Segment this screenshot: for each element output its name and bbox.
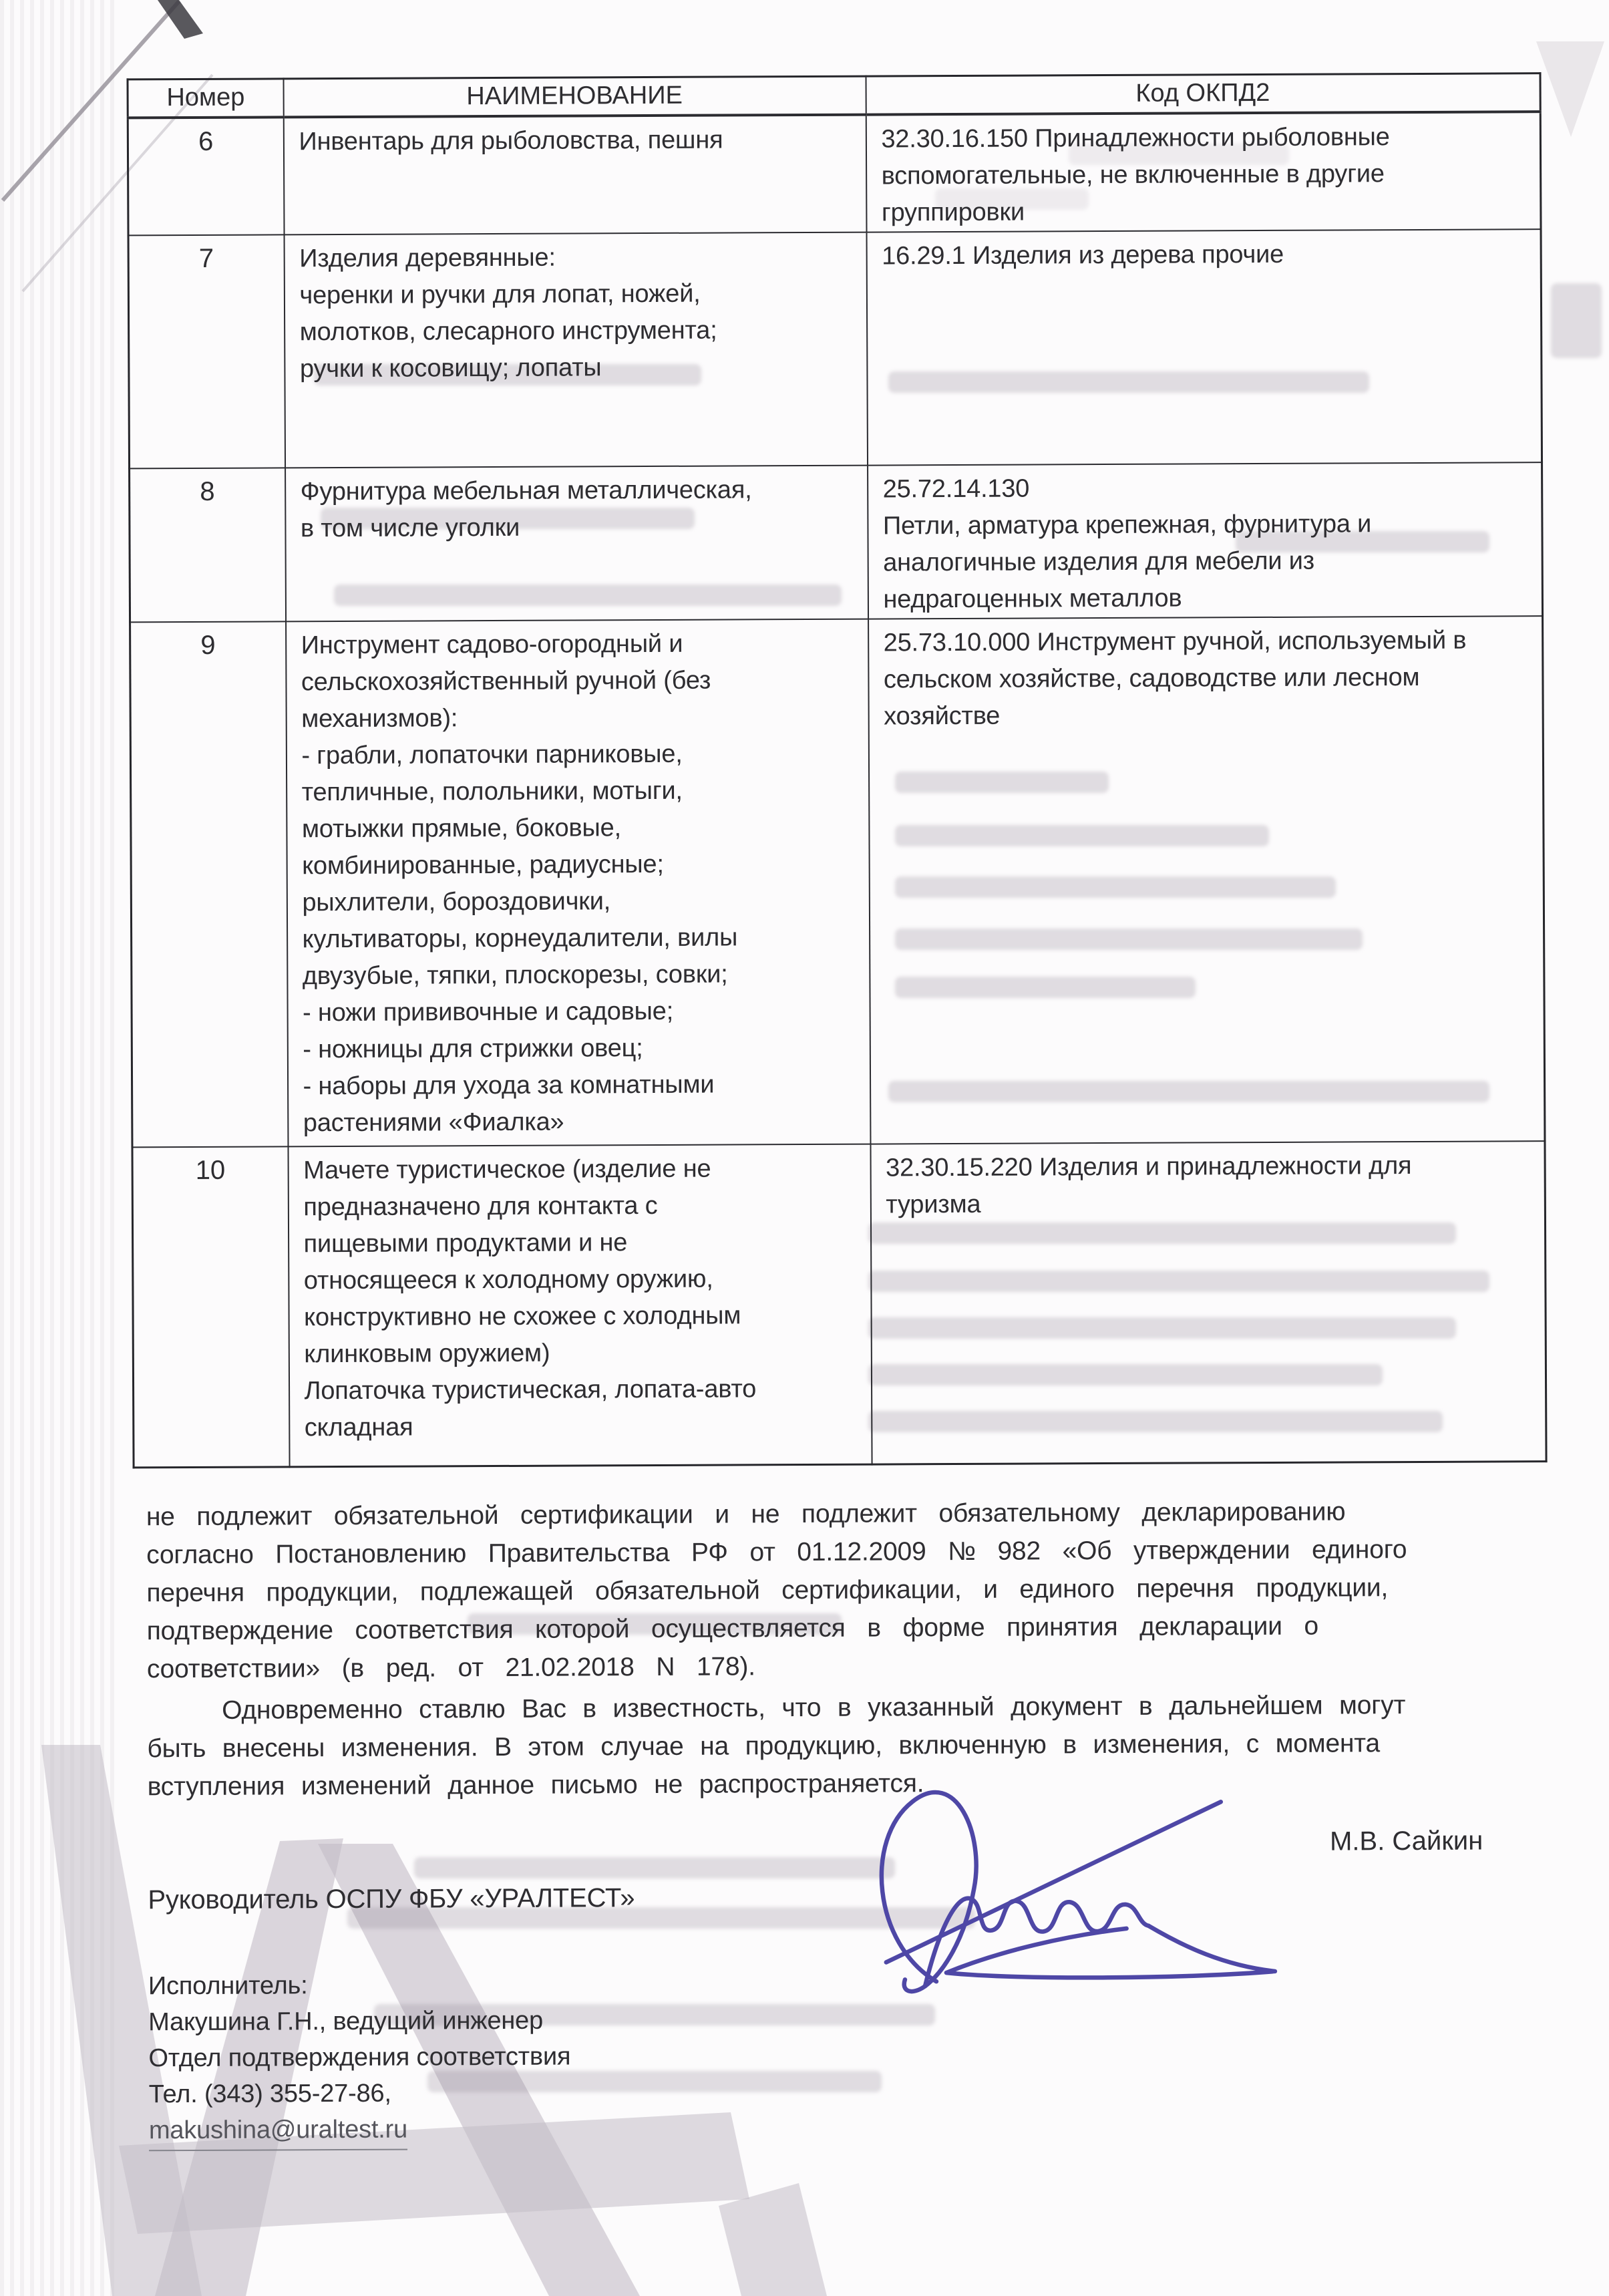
- column-header-okpd2-code: Код ОКПД2: [866, 73, 1540, 114]
- okpd2-code: 16.29.1 Изделия из дерева прочие: [866, 229, 1542, 465]
- executor-footer-block: [148, 1967, 571, 2152]
- handwritten-signature: [846, 1770, 1314, 1999]
- row-number: 7: [128, 234, 285, 468]
- table-row: [130, 462, 1543, 622]
- future-changes-paragraph: Одновременно ставлю Вас в известность, что в указанный документ в дальнейшем могут быть внесены изменения. В этом случае на продукцию, включенную в изменения, с момента вступления изменений данное письмо не распространяется.: [147, 1691, 1406, 1802]
- row-number: 10: [132, 1146, 289, 1468]
- column-header-name: НАИМЕНОВАНИЕ: [283, 76, 866, 117]
- certification-statement-paragraph: не подлежит обязательной сертификации и не подлежит обязательному декларированию согласно Постановлению Правительства РФ от 01.12.2009 № 982 «Об утверждении единого перечня продукции, подлежащей обязательной сертификации, и единого перечня продукции, подтверждение соответствия которой осуществляется в форме принятия декларации о соответствии» (в ред. от 21.02.2018 N 178).: [146, 1497, 1407, 1684]
- products-table: [127, 72, 1548, 1468]
- signature-big-loop: [881, 1792, 976, 1992]
- table-header-row: [128, 73, 1540, 118]
- column-header-number: Номер: [128, 79, 283, 118]
- signer-position-title: Руководитель ОСПУ ФБУ «УРАЛТЕСТ»: [148, 1883, 635, 1915]
- okpd2-code: 25.72.14.130 Петли, арматура крепежная, фурнитура и аналогичные изделия для мебели из недрагоценных металлов: [868, 462, 1543, 619]
- okpd2-code: 32.30.15.220 Изделия и принадлежности для туризма: [870, 1141, 1546, 1464]
- row-number: 8: [130, 468, 286, 622]
- phone-number: Тел. (343) 355-27-86,: [148, 2079, 391, 2109]
- table-row: [132, 1141, 1546, 1468]
- table-row: [128, 112, 1541, 235]
- product-name: Мачете туристическое (изделие не предназначено для контакта с пищевыми продуктами и не относящееся к холодному оружию, конструктивно не схожее с холодным клинковым оружием) Лопаточка туристическая, лопата-авто складная: [288, 1144, 872, 1467]
- product-name: Изделия деревянные: черенки и ручки для лопат, ножей, молотков, слесарного инструмента; ручки к косовищу; лопаты: [284, 232, 868, 468]
- row-number: 9: [130, 621, 288, 1147]
- okpd2-code: 25.73.10.000 Инструмент ручной, используемый в сельском хозяйстве, садоводстве или лесном хозяйстве: [868, 616, 1545, 1144]
- signer-name: М.В. Сайкин: [1329, 1826, 1483, 1856]
- table-row: [128, 229, 1542, 468]
- signature-triangle-flourish: [946, 1925, 1275, 1978]
- department-name: Отдел подтверждения соответствия: [148, 2042, 571, 2073]
- product-name: Фурнитура мебельная металлическая, в том числе уголки: [285, 465, 868, 621]
- product-name: Инвентарь для рыболовства, пешня: [283, 114, 866, 234]
- product-name: Инструмент садово-огородный и сельскохозяйственный ручной (без механизмов): - грабли, лопаточки парниковые, тепличные, полольники, мотыги, мотыжки прямые, боковые, комбинированные, радиусные; рыхлители, бороздовички, культиваторы, корнеудалители, вилы двузубые, тяпки, плоскорезы, совки; - ножи прививочные и садовые; - ножницы для стрижки овец; - наборы для ухода за комнатными растениями «Фиалка»: [286, 619, 870, 1146]
- okpd2-code: 32.30.16.150 Принадлежности рыболовные вспомогательные, не включенные в другие группировки: [866, 112, 1541, 232]
- executor-label: Исполнитель:: [148, 1971, 308, 2001]
- row-number: 6: [128, 117, 284, 235]
- executor-name: Макушина Г.Н., ведущий инженер: [148, 2006, 544, 2037]
- email-address: makushina@uraltest.ru: [149, 2112, 407, 2152]
- table-row: [130, 616, 1545, 1147]
